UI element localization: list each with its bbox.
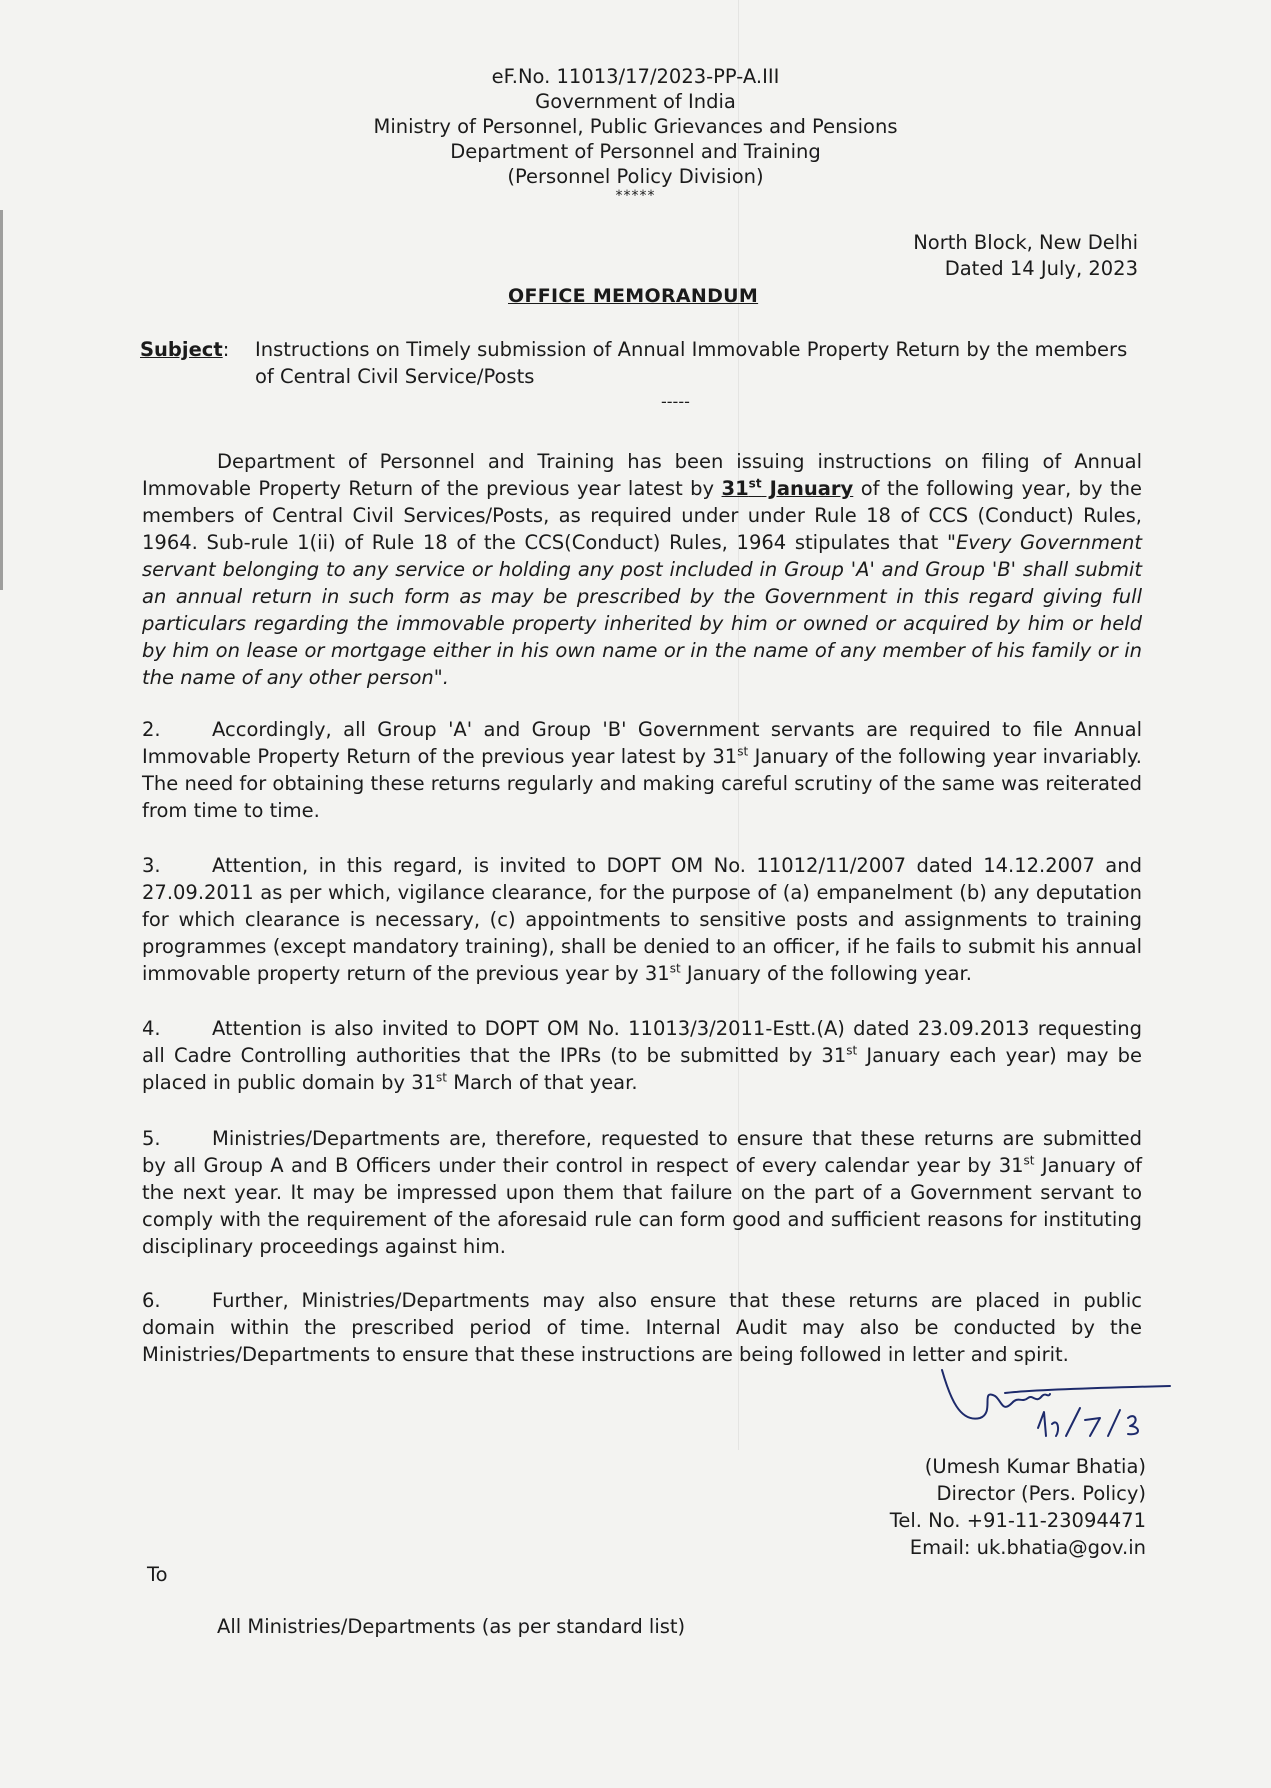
subject-label: Subject [140,338,223,361]
place: North Block, New Delhi [913,231,1138,254]
rule-quote: "Every Government servant belonging to any service or holding any post included in Group 'A' and Group 'B' shall submit an annual return in such form as may be prescribed by the Government in this regard giving full particulars regarding the immovable property inherited by him or owned or acquired by him or held by him on lease or mortgage either in his own name or in the name of any member of his family or in the name of any other person". [142,531,1142,689]
paragraph-1: Department of Personnel and Training has been issuing instructions on filing of Annual Immovable Property Return of the previous year latest by 31st January of the following year, by the members of Central Civil Services/Posts, as required under under Rule 18 of CCS (Conduct) Rules, 1964. Sub-rule 1(ii) of Rule 18 of the CCS(Conduct) Rules, 1964 stipulates that "Every Government servant belonging to any service or holding any post included in Group 'A' and Group 'B' shall submit an annual return in such form as may be prescribed by the Government in this regard giving full particulars regarding the immovable property inherited by him or owned or acquired by him or held by him on lease or mortgage either in his own name or in the name of any member of his family or in the name of any other person". [142,450,1142,689]
paragraph-6: 6. Further, Ministries/Departments may also ensure that these returns are placed in public domain within the prescribed period of time. Internal Audit may also be conducted by the Ministries/Departments to ensure that these instructions are being followed in letter and spirit. [142,1289,1142,1366]
subject-colon: : [222,338,230,361]
place-date-block [913,230,1138,282]
subject-separator: ----- [661,392,690,411]
deadline-highlight: 31st January [721,476,854,500]
government-name: Government of India [535,90,736,113]
to-label: To [147,1563,168,1586]
letterhead [0,64,1271,203]
addressee: All Ministries/Departments (as per standard list) [217,1615,686,1638]
department-name: Department of Personnel and Training [450,140,821,163]
paragraph-5: 5. Ministries/Departments are, therefore, requested to ensure that these returns are submitted by all Group A and B Officers under their control in respect of every calendar year by 31st January of the next year. It may be impressed upon them that failure on the part of a Government servant to comply with the requirement of the aforesaid rule can form good and sufficient reasons for instituting disciplinary proceedings against him. [142,1127,1142,1258]
paragraph-2: 2. Accordingly, all Group 'A' and Group 'B' Government servants are required to file Annual Immovable Property Return of the previous year latest by 31st January of the following year invariably. The need for obtaining these returns regularly and making careful scrutiny of the same was reiterated from time to time. [142,718,1143,822]
paragraph-3: 3. Attention, in this regard, is invited to DOPT OM No. 11012/11/2007 dated 14.12.2007 and 27.09.2011 as per which, vigilance clearance, for the purpose of (a) empanelment (b) any deputation for which clearance is necessary, (c) appointments to sensitive posts and assignments to training programmes (except mandatory training), shall be denied to an officer, if he fails to submit his annual immovable property return of the previous year by 31st January of the following year. [142,854,1142,985]
signatory-block [890,1453,1146,1561]
subject-block [140,336,1140,388]
signatory-designation: Director (Pers. Policy) [936,1482,1146,1505]
ministry-name: Ministry of Personnel, Public Grievances and Pensions [373,115,898,138]
scan-edge-shadow [0,210,3,590]
subject-text: Instructions on Timely submission of Annual Immovable Property Return by the members of Central Civil Service/Posts [255,338,1128,388]
signatory-phone: Tel. No. +91-11-23094471 [889,1509,1146,1532]
signatory-name: (Umesh Kumar Bhatia) [924,1455,1146,1478]
memo-title: OFFICE MEMORANDUM [508,285,759,307]
file-number: eF.No. 11013/17/2023-PP-A.III [491,65,780,88]
header-separator: ***** [615,188,656,204]
division-name: (Personnel Policy Division) [507,165,764,188]
signatory-email: Email: uk.bhatia@gov.in [909,1536,1146,1559]
memo-date: Dated 14 July, 2023 [944,257,1138,280]
handwritten-signature [940,1368,1185,1438]
paragraph-4: 4. Attention is also invited to DOPT OM No. 11013/3/2011-Estt.(A) dated 23.09.2013 requesting all Cadre Controlling authorities that the IPRs (to be submitted by 31st January each year) may be placed in public domain by 31st March of that year. [142,1017,1142,1094]
